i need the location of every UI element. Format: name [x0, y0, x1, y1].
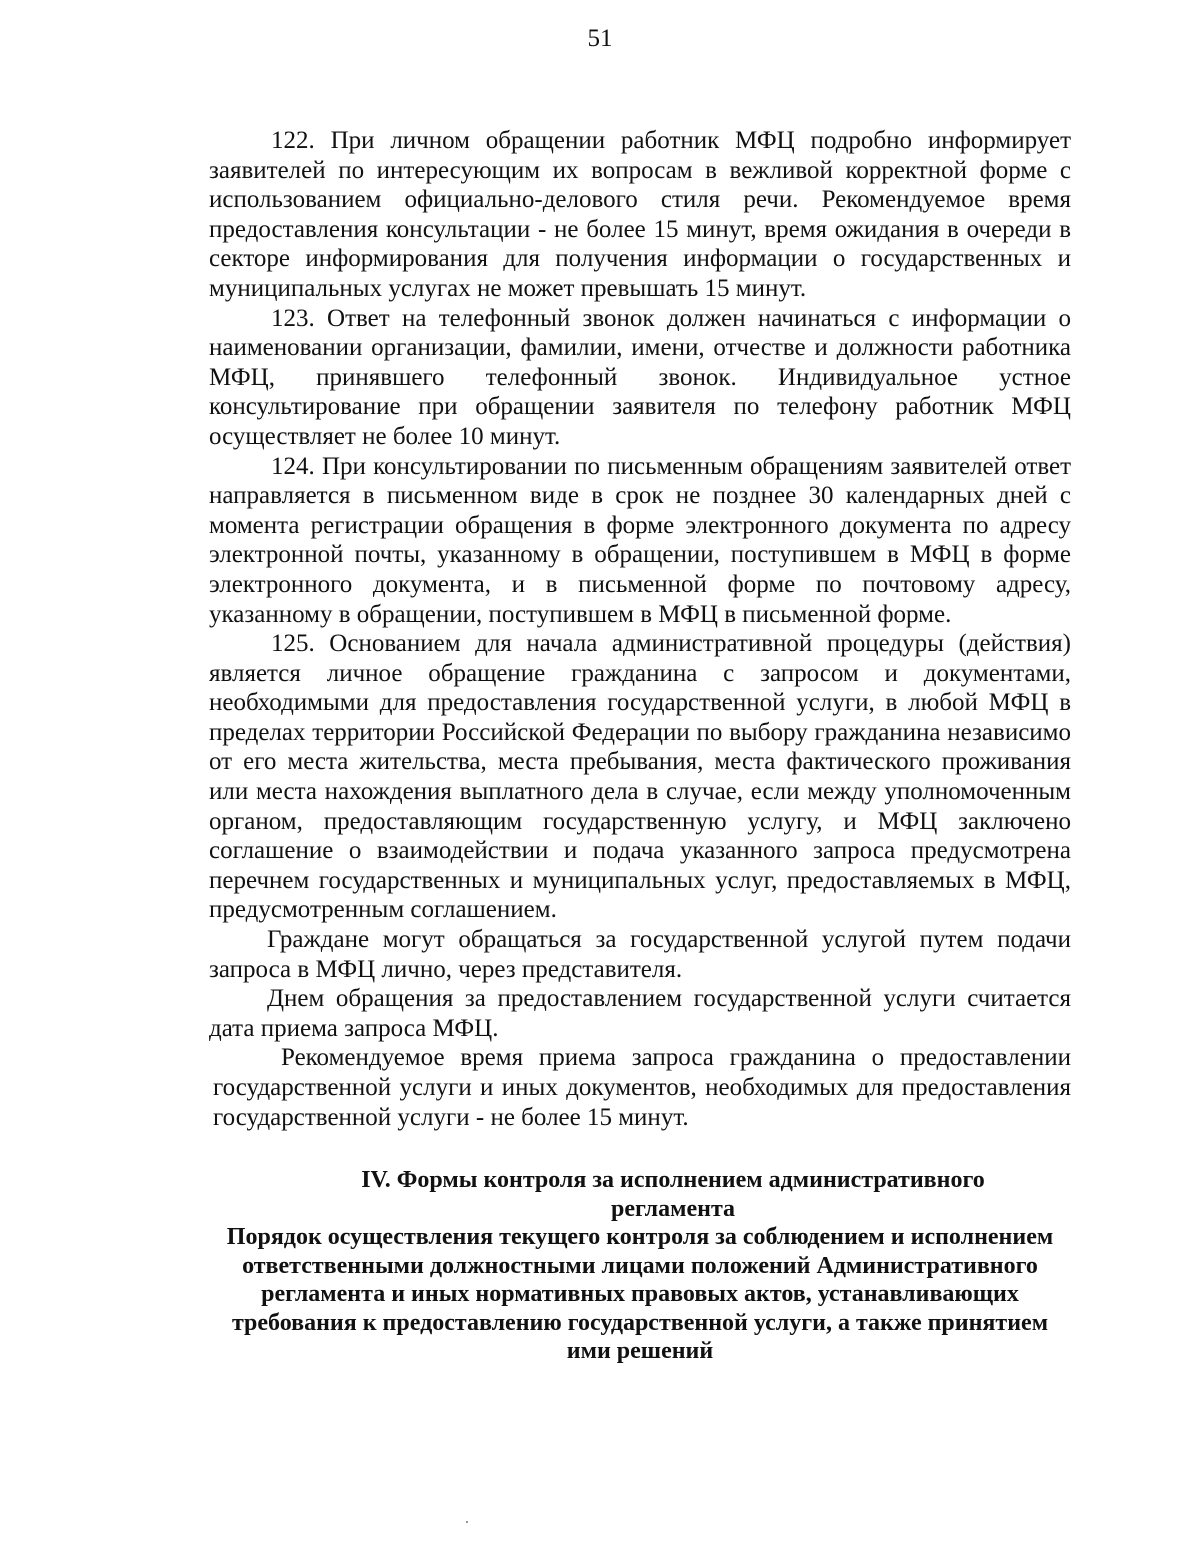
- scan-speck: [466, 1521, 468, 1523]
- paragraph-125: 125. Основанием для начала административной процедуры (действия) является личное обращение гражданина с запросом и документами, необходимыми для предоставления государственной услуги, в любой МФЦ в пределах территории Российской Федерации по выбору гражданина независимо от его места жительства, места пребывания, места фактического проживания или места нахождения выплатного дела в случае, если между уполномоченным органом, предоставляющим государственную услугу, и МФЦ заключено соглашение о взаимодействии и подача указанного запроса предусмотрена перечнем государственных и муниципальных услуг, предоставляемых в МФЦ, предусмотренным соглашением.: [209, 630, 1071, 924]
- page-number: 51: [587, 25, 613, 52]
- document-body: [209, 126, 1071, 1132]
- paragraph-recommended-time: Рекомендуемое время приема запроса гражданина о предоставлении государственной услуги и иных документов, необходимых для предоставления государственной услуги - не более 15 минут.: [213, 1044, 1071, 1131]
- paragraph-citizens-request: Граждане могут обращаться за государственной услугой путем подачи запроса в МФЦ лично, через представителя.: [209, 926, 1071, 983]
- paragraph-124: 124. При консультировании по письменным обращениям заявителей ответ направляется в письменном виде в срок не позднее 30 календарных дней с момента регистрации обращения в форме электронного документа по адресу электронной почты, указанному в обращении, поступившем в МФЦ в форме электронного документа, и в письменной форме по почтовому адресу, указанному в обращении, поступившем в МФЦ в письменной форме.: [209, 452, 1071, 628]
- paragraph-122: 122. При личном обращении работник МФЦ подробно информирует заявителей по интересующим их вопросам в вежливой корректной форме с использованием официально-делового стиля речи. Рекомендуемое время предоставления консультации - не более 15 минут, время ожидания в очереди в секторе информирования для получения информации о государственных и муниципальных услугах не может превышать 15 минут.: [209, 127, 1071, 302]
- paragraph-123: 123. Ответ на телефонный звонок должен начинаться с информации о наименовании организации, фамилии, имени, отчестве и должности работника МФЦ, принявшего телефонный звонок. Индивидуальное устное консультирование при обращении заявителя по телефону работник МФЦ осуществляет не более 10 минут.: [209, 304, 1071, 450]
- subsection-title: Порядок осуществления текущего контроля за соблюдением и исполнением ответственными должностными лицами положений Административного регламента и иных нормативных правовых актов, устанавливающих требования к предоставлению государственной услуги, а также принятием ими решений: [226, 1224, 1054, 1364]
- section-title: IV. Формы контроля за исполнением административного регламента: [361, 1167, 985, 1222]
- paragraph-request-date: Днем обращения за предоставлением государственной услуги считается дата приема запроса МФЦ.: [209, 985, 1071, 1042]
- section-heading: [209, 1166, 1071, 1366]
